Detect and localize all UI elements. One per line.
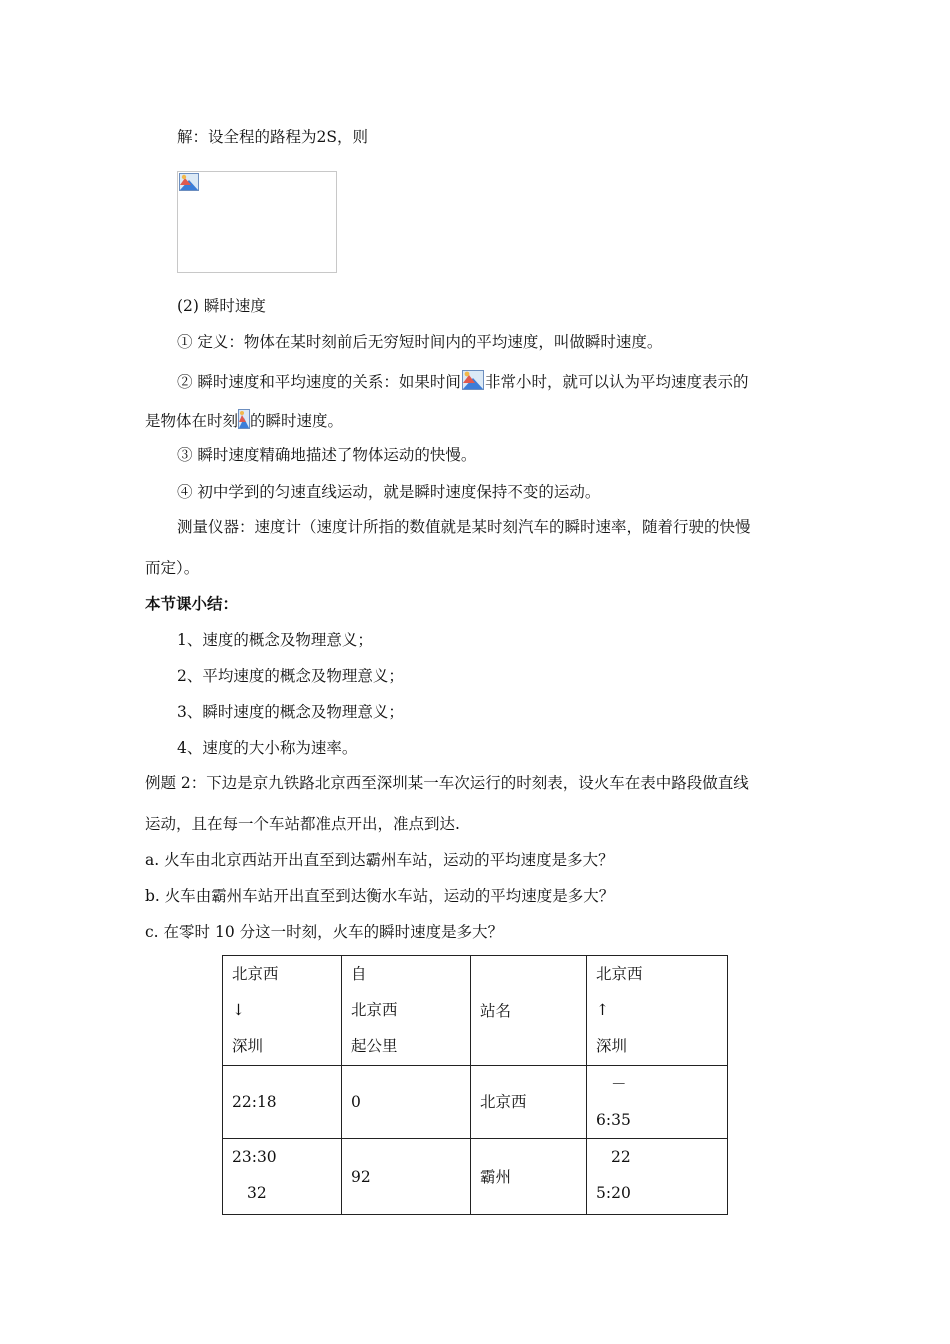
cell-station: 霸州 <box>471 1139 587 1215</box>
header-up-direction <box>587 956 728 1066</box>
broken-image-icon <box>179 173 199 191</box>
instrument-text-line2: 而定）。 <box>145 559 200 577</box>
question-c: c. 在零时 10 分这一时刻，火车的瞬时速度是多大？ <box>145 923 504 941</box>
cell-station: 北京西 <box>471 1066 587 1139</box>
summary-item: 1、速度的概念及物理意义； <box>177 631 373 649</box>
summary-item: 4、速度的大小称为速率。 <box>177 739 358 757</box>
header-text: 自 <box>351 965 367 983</box>
cell-value: － <box>611 1075 627 1093</box>
relation-part3: 是物体在时刻 <box>145 412 239 430</box>
cell-text: 5:20 <box>596 1184 631 1202</box>
question-b: b. 火车由霸州车站开出直至到达衡水车站，运动的平均速度是多大？ <box>145 887 615 905</box>
broken-image-icon <box>238 409 250 429</box>
formula-image-placeholder <box>177 171 337 273</box>
question-a: a. 火车由北京西站开出直至到达霸州车站，运动的平均速度是多大？ <box>145 851 614 869</box>
summary-title: 本节课小结： <box>145 595 239 613</box>
train-timetable <box>222 955 728 1215</box>
relation-part2: 非常小时，就可以认为平均速度表示的 <box>484 373 749 391</box>
header-down-direction <box>223 956 342 1066</box>
header-distance <box>342 956 471 1066</box>
cell-value: 22 <box>611 1148 631 1166</box>
definition-text: ① 定义：物体在某时刻前后无穷短时间内的平均速度，叫做瞬时速度。 <box>177 333 663 351</box>
solution-intro: 解：设全程的路程为2S，则 <box>177 128 368 146</box>
table-header-row <box>223 956 728 1066</box>
summary-item: 3、瞬时速度的概念及物理意义； <box>177 703 404 721</box>
down-arrow-icon: ↓ <box>232 1001 245 1019</box>
table-row <box>223 1139 728 1215</box>
cell-text: 23:30 <box>232 1148 277 1166</box>
cell-text <box>232 1175 341 1211</box>
relation-part1: ② 瞬时速度和平均速度的关系：如果时间 <box>177 373 461 391</box>
relation-part4: 的瞬时速度。 <box>250 412 344 430</box>
header-text: 北京西 <box>232 965 279 983</box>
broken-image-icon <box>462 370 484 390</box>
instrument-text-line1: 测量仪器：速度计（速度计所指的数值就是某时刻汽车的瞬时速率，随着行驶的快慢 <box>177 518 751 536</box>
cell-up-time <box>587 1139 728 1215</box>
table-row <box>223 1066 728 1139</box>
cell-text <box>596 1066 727 1102</box>
cell-value: 32 <box>247 1184 267 1202</box>
cell-up-time <box>587 1066 728 1139</box>
up-arrow-icon: ↑ <box>596 1001 609 1019</box>
header-text: 深圳 <box>596 1037 628 1055</box>
header-text: 北京西 <box>351 1001 398 1019</box>
header-text: 起公里 <box>351 1037 398 1055</box>
describe-text: ③ 瞬时速度精确地描述了物体运动的快慢。 <box>177 446 477 464</box>
example-text-line2: 运动，且在每一个车站都准点开出，准点到达. <box>145 815 460 833</box>
section2-title: (2) 瞬时速度 <box>177 297 266 315</box>
summary-item: 2、平均速度的概念及物理意义； <box>177 667 404 685</box>
cell-down-time <box>223 1139 342 1215</box>
header-text: 深圳 <box>232 1037 264 1055</box>
relation-text-line2 <box>145 406 343 431</box>
cell-text: 6:35 <box>596 1111 631 1129</box>
relation-text-line1 <box>177 367 748 392</box>
header-station: 站名 <box>471 956 587 1066</box>
cell-km: 0 <box>342 1066 471 1139</box>
example-text-line1: 例题 2：下边是京九铁路北京西至深圳某一车次运行的时刻表，设火车在表中路段做直线 <box>145 774 749 792</box>
uniform-motion-text: ④ 初中学到的匀速直线运动，就是瞬时速度保持不变的运动。 <box>177 483 601 501</box>
cell-text <box>596 1139 727 1175</box>
cell-down-time: 22:18 <box>223 1066 342 1139</box>
header-text: 北京西 <box>596 965 643 983</box>
cell-km: 92 <box>342 1139 471 1215</box>
